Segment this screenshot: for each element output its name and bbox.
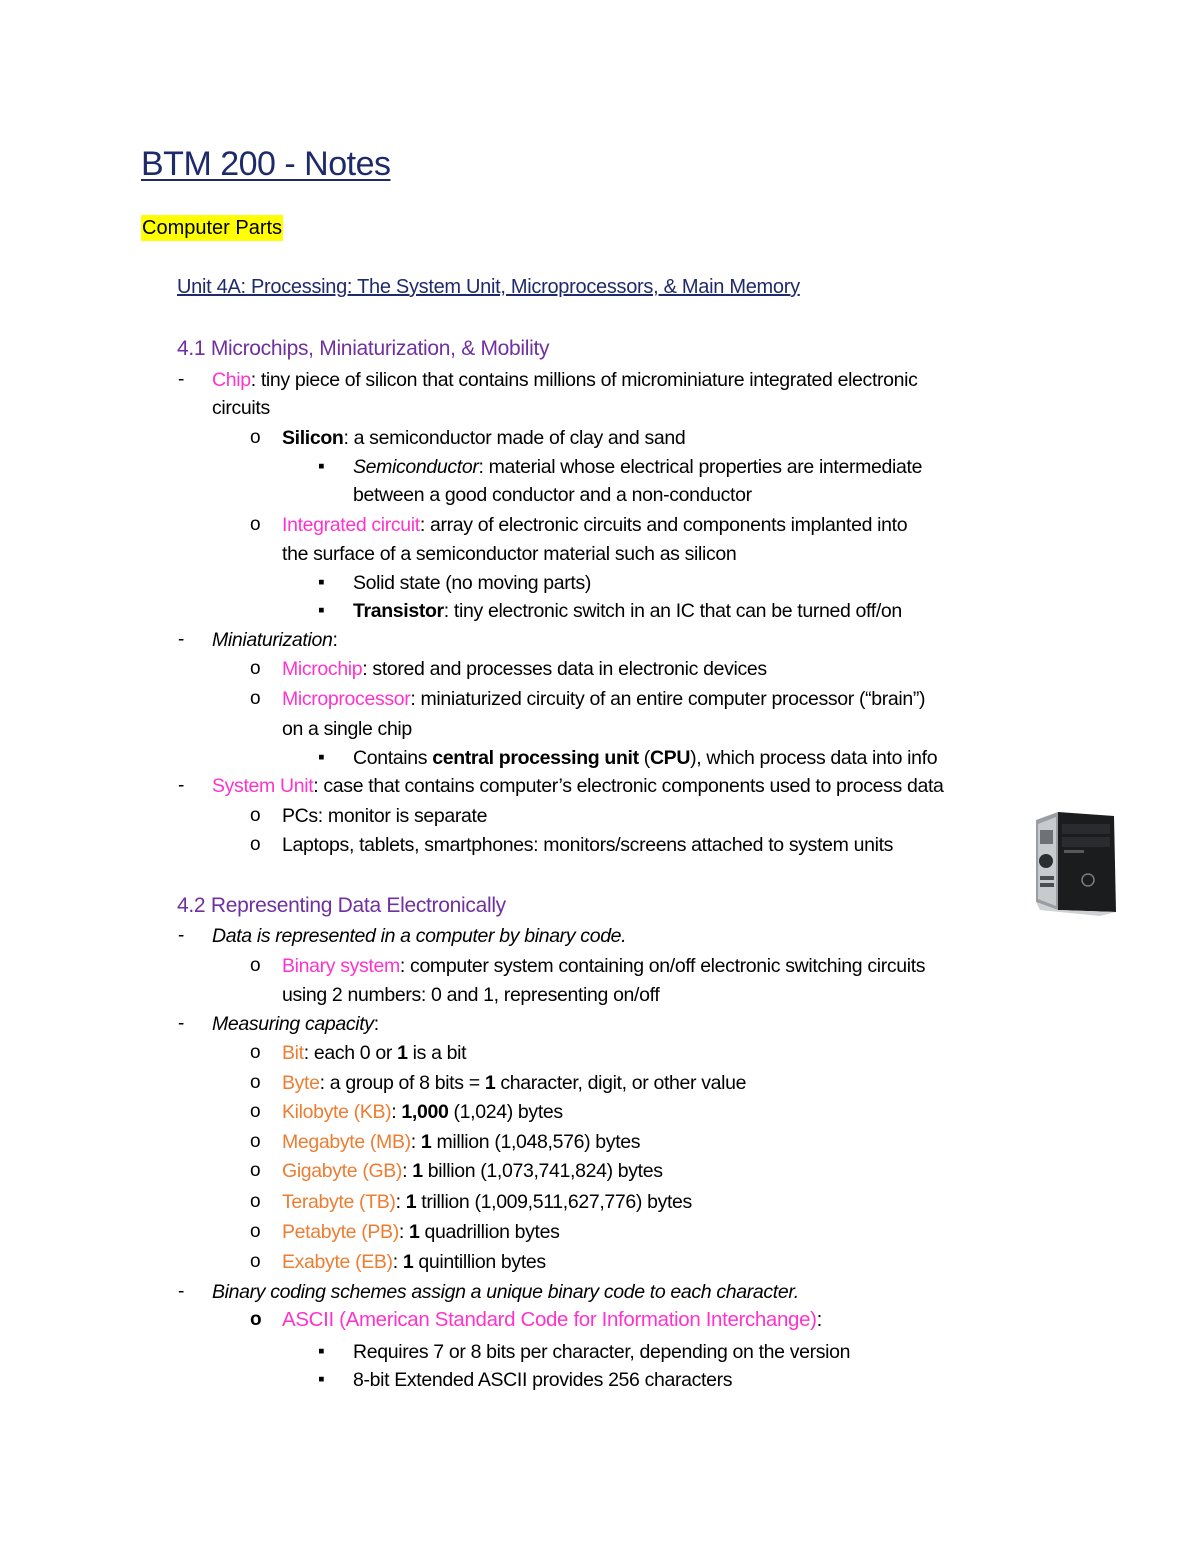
text: :	[395, 1191, 406, 1213]
term: Measuring capacity	[212, 1013, 374, 1035]
list-item-transistor	[353, 598, 902, 624]
dash-bullet: -	[178, 775, 185, 796]
list-item-continuation: between a good conductor and a non-conductor	[353, 484, 752, 506]
circle-bullet: o	[250, 1160, 261, 1181]
list-item-integrated-circuit	[282, 512, 907, 538]
definition: : computer system containing on/off electronic switching circuits	[399, 955, 926, 977]
dash-bullet: -	[178, 629, 185, 650]
list-item-data-represented	[212, 923, 626, 949]
circle-bullet: o	[250, 1131, 261, 1152]
term: Exabyte (EB)	[282, 1251, 393, 1273]
circle-bullet: o	[250, 1191, 261, 1212]
circle-bullet: o	[250, 1072, 261, 1093]
term: Bit	[282, 1042, 304, 1064]
list-item-system-unit	[212, 773, 944, 799]
text: quintillion bytes	[413, 1251, 546, 1273]
term: Microprocessor	[282, 688, 411, 710]
term: Binary system	[282, 955, 400, 977]
term: Miniaturization	[212, 629, 333, 651]
list-item-unit-bit	[282, 1040, 466, 1066]
list-item-measuring-capacity	[212, 1011, 379, 1037]
circle-bullet: o	[250, 1101, 261, 1122]
list-item-solid-state: Solid state (no moving parts)	[353, 572, 592, 594]
value: 1	[420, 1131, 432, 1153]
definition: : miniaturized circuity of an entire computer processor (“brain”)	[410, 688, 926, 710]
list-item-binary-coding	[212, 1279, 799, 1305]
value: 1	[397, 1042, 408, 1064]
text: Data is represented in a computer by binary code.	[212, 925, 627, 947]
text: :	[402, 1160, 413, 1182]
subheading-4-1: 4.1 Microchips, Miniaturization, & Mobility	[177, 337, 550, 360]
text: character, digit, or other value	[495, 1072, 747, 1094]
list-item-continuation: on a single chip	[282, 718, 412, 740]
term: Integrated circuit	[282, 514, 420, 536]
circle-bullet: o	[250, 688, 261, 709]
colon: :	[816, 1308, 822, 1331]
colon: :	[332, 629, 338, 651]
list-item-continuation: the surface of a semiconductor material such as silicon	[282, 543, 737, 565]
circle-bullet: o	[250, 514, 261, 535]
term: Terabyte (TB)	[282, 1191, 396, 1213]
definition: : tiny piece of silicon that contains millions of microminiature integrated electronic	[250, 369, 918, 391]
list-item-miniaturization	[212, 627, 338, 653]
term: Chip	[212, 369, 251, 391]
text: billion (1,073,741,824) bytes	[422, 1160, 663, 1182]
circle-bullet: o	[250, 427, 261, 448]
circle-bullet: o	[250, 834, 261, 855]
term: Gigabyte (GB)	[282, 1160, 403, 1182]
circle-bullet: o	[250, 955, 261, 976]
list-item-unit-gigabyte	[282, 1158, 663, 1184]
circle-bullet: o	[250, 1309, 262, 1330]
list-item-unit-megabyte	[282, 1129, 640, 1155]
list-item-unit-terabyte	[282, 1189, 692, 1215]
text: : a group of 8 bits =	[319, 1072, 485, 1094]
unit-heading: Unit 4A: Processing: The System Unit, Microprocessors, & Main Memory	[177, 276, 800, 298]
text: Contains	[353, 747, 433, 769]
subheading-4-2: 4.2 Representing Data Electronically	[177, 894, 506, 917]
text: is a bit	[407, 1042, 467, 1064]
term: Microchip	[282, 658, 363, 680]
text: : each 0 or	[303, 1042, 398, 1064]
list-item-continuation: circuits	[212, 397, 270, 419]
list-item-ascii	[282, 1307, 822, 1333]
value: 1,000	[401, 1101, 449, 1123]
definition: : stored and processes data in electronic devices	[362, 658, 767, 680]
term: Megabyte (MB)	[282, 1131, 411, 1153]
text: ), which process data into info	[690, 747, 938, 769]
square-bullet: ▪	[318, 572, 325, 593]
text: :	[391, 1101, 402, 1123]
page-title: BTM 200 - Notes	[141, 145, 391, 183]
list-item-unit-exabyte	[282, 1249, 546, 1275]
term: Petabyte (PB)	[282, 1221, 399, 1243]
square-bullet: ▪	[318, 456, 325, 477]
term: Kilobyte (KB)	[282, 1101, 392, 1123]
square-bullet: ▪	[318, 600, 325, 621]
term: Byte	[282, 1072, 320, 1094]
circle-bullet: o	[250, 1042, 261, 1063]
value: 1	[402, 1251, 414, 1273]
list-item-cpu	[353, 745, 937, 771]
circle-bullet: o	[250, 658, 261, 679]
text: (1,024) bytes	[448, 1101, 563, 1123]
square-bullet: ▪	[318, 747, 325, 768]
text: (	[638, 747, 650, 769]
value: 1	[484, 1072, 496, 1094]
list-item-microchip	[282, 656, 767, 682]
circle-bullet: o	[250, 1221, 261, 1242]
circle-bullet: o	[250, 805, 261, 826]
list-item-pcs: PCs: monitor is separate	[282, 805, 488, 827]
dash-bullet: -	[178, 1013, 185, 1034]
colon: :	[373, 1013, 379, 1035]
list-item-ascii-bits: Requires 7 or 8 bits per character, depending on the version	[353, 1341, 851, 1363]
definition: : case that contains computer’s electronic components used to process data	[313, 775, 944, 797]
square-bullet: ▪	[318, 1369, 325, 1390]
dash-bullet: -	[178, 1281, 185, 1302]
text: trillion (1,009,511,627,776) bytes	[416, 1191, 692, 1213]
definition: : tiny electronic switch in an IC that can be turned off/on	[443, 600, 902, 622]
term: Silicon	[282, 427, 344, 449]
square-bullet: ▪	[318, 1341, 325, 1362]
list-item-binary-system	[282, 953, 925, 979]
list-item-continuation: using 2 numbers: 0 and 1, representing on/off	[282, 984, 660, 1006]
section-heading-highlighted: Computer Parts	[142, 217, 283, 239]
text: million (1,048,576) bytes	[431, 1131, 641, 1153]
term: Semiconductor	[353, 456, 479, 478]
term: ASCII (American Standard Code for Information Interchange)	[282, 1308, 817, 1331]
list-item-unit-byte	[282, 1070, 746, 1096]
term-abbr: CPU	[649, 747, 691, 769]
term: System Unit	[212, 775, 314, 797]
list-item-ascii-extended: 8-bit Extended ASCII provides 256 characters	[353, 1369, 733, 1391]
dash-bullet: -	[178, 369, 185, 390]
list-item-unit-petabyte	[282, 1219, 560, 1245]
list-item-unit-kilobyte	[282, 1099, 563, 1125]
term: Transistor	[353, 600, 444, 622]
dash-bullet: -	[178, 925, 185, 946]
text: :	[410, 1131, 421, 1153]
text: :	[398, 1221, 409, 1243]
list-item-laptops: Laptops, tablets, smartphones: monitors/screens attached to system units	[282, 834, 894, 856]
list-item-chip	[212, 367, 918, 393]
value: 1	[405, 1191, 417, 1213]
definition: : array of electronic circuits and components implanted into	[419, 514, 908, 536]
list-item-silicon	[282, 425, 685, 451]
text: quadrillion bytes	[419, 1221, 560, 1243]
value: 1	[408, 1221, 420, 1243]
circle-bullet: o	[250, 1251, 261, 1272]
text: Binary coding schemes assign a unique binary code to each character.	[212, 1281, 799, 1303]
value: 1	[412, 1160, 423, 1182]
definition: : material whose electrical properties are intermediate	[478, 456, 923, 478]
desktop-tower-icon	[1030, 806, 1125, 918]
text: :	[392, 1251, 403, 1273]
list-item-semiconductor	[353, 454, 922, 480]
definition: : a semiconductor made of clay and sand	[343, 427, 686, 449]
list-item-microprocessor	[282, 686, 925, 712]
term: central processing unit	[432, 747, 639, 769]
